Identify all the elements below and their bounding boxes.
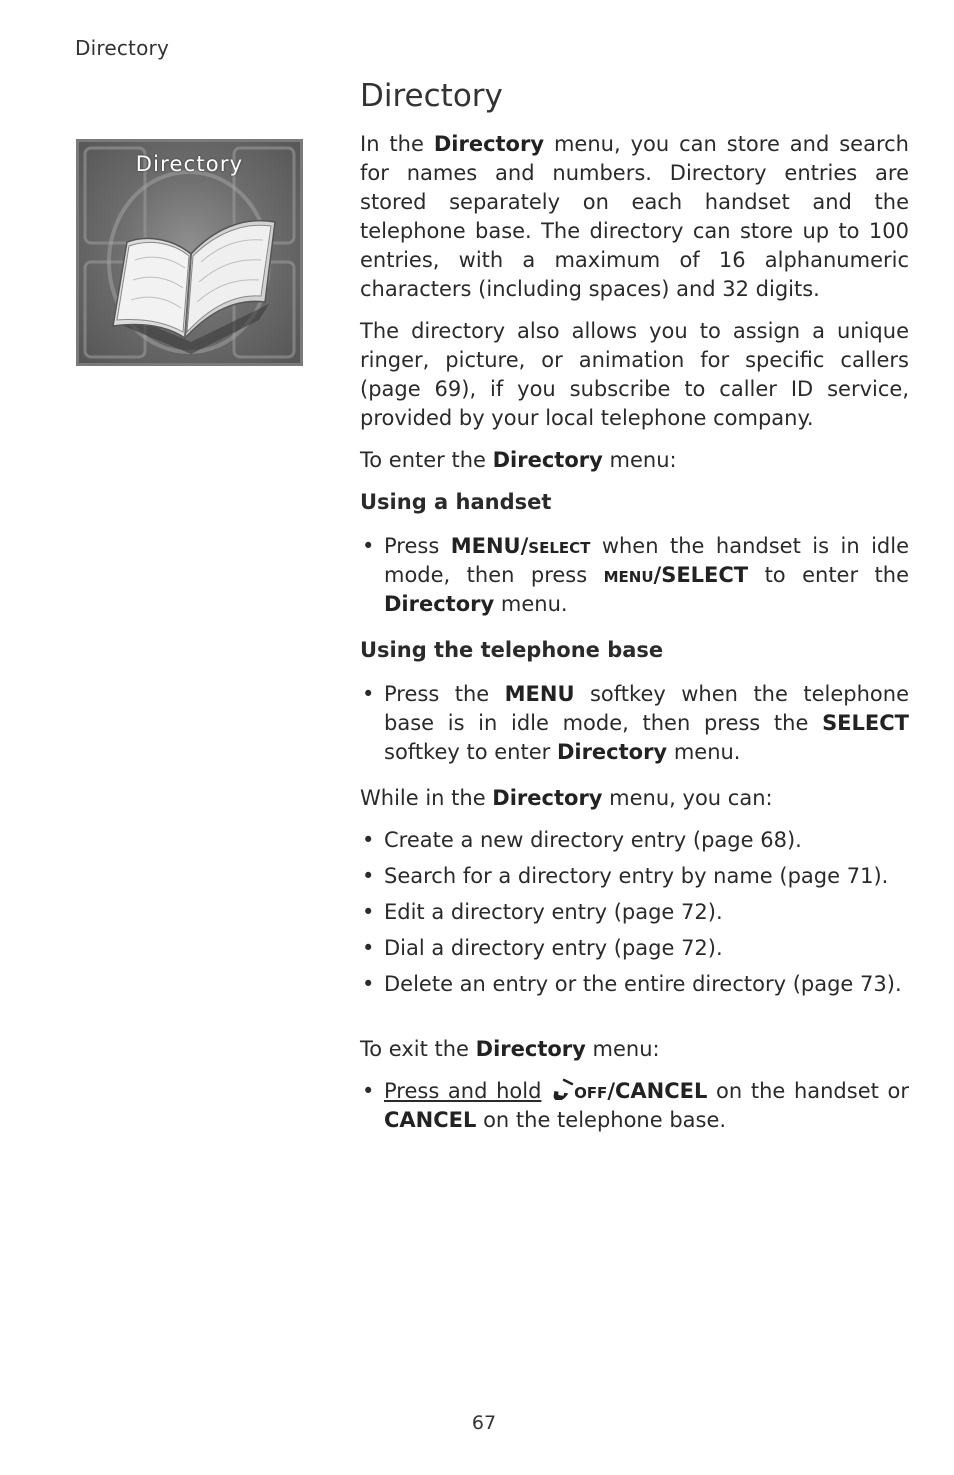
- menu-softkey: MENU: [504, 682, 575, 706]
- cancel-key: CANCEL: [384, 1108, 477, 1132]
- exit-paragraph: To exit the Directory menu:: [360, 1037, 660, 1061]
- intro-paragraph: In the Directory menu, you can store and search for names and numbers. Directory entries are stored separately on each handset and the telephone base. The directory can store up to 100 entries, with a maximum of 16 alphanumeric characters (including spaces) and 32 digits.: [360, 132, 909, 301]
- menu-select-key: MENU/select: [450, 534, 591, 558]
- select-softkey: SELECT: [822, 711, 909, 735]
- list-item: • Press MENU/select when the handset is in idle mode, then press menu/SELECT to enter the Directory menu.: [360, 532, 909, 619]
- exit-steps: [360, 1077, 909, 1135]
- caller-id-paragraph: The directory also allows you to assign a unique ringer, picture, or animation for specific callers (page 69), if you subscribe to caller ID service, provided by your local telephone company.: [360, 319, 909, 430]
- off-cancel-key: off/CANCEL: [574, 1079, 708, 1103]
- while-in-paragraph: While in the Directory menu, you can:: [360, 786, 773, 810]
- list-item: • Press the MENU softkey when the telephone base is in idle mode, then press the SELECT softkey to enter Directory menu.: [360, 680, 909, 767]
- list-item: • Create a new directory entry (page 68).: [360, 826, 909, 855]
- handset-steps: [360, 532, 909, 619]
- list-item: • Search for a directory entry by name (page 71).: [360, 862, 909, 891]
- list-item: • Edit a directory entry (page 72).: [360, 898, 909, 927]
- directory-term: Directory: [384, 592, 495, 616]
- content-column: [360, 130, 909, 1152]
- directory-term: Directory: [433, 132, 545, 156]
- menu-select-key: menu/SELECT: [603, 563, 749, 587]
- phone-handset-icon: [550, 1078, 574, 1100]
- list-item: • Delete an entry or the entire directory (page 73).: [360, 970, 909, 999]
- page-number: 67: [471, 1412, 497, 1434]
- directory-term: Directory: [475, 1037, 586, 1061]
- running-header: Directory: [75, 36, 169, 60]
- menu-image-label: Directory: [135, 152, 244, 176]
- page-title: Directory: [360, 78, 503, 114]
- enter-directory-paragraph: To enter the Directory menu:: [360, 448, 677, 472]
- handset-heading: Using a handset: [360, 490, 552, 514]
- base-steps: [360, 680, 909, 767]
- directory-options-list: [360, 826, 909, 999]
- directory-term: Directory: [556, 740, 668, 764]
- directory-term: Directory: [492, 448, 603, 472]
- directory-menu-image: [76, 139, 303, 366]
- base-heading: Using the telephone base: [360, 638, 664, 662]
- list-item: • Press and hold off/CANCEL on the handset or CANCEL on the telephone base.: [360, 1077, 909, 1135]
- list-item: • Dial a directory entry (page 72).: [360, 934, 909, 963]
- directory-term: Directory: [492, 786, 603, 810]
